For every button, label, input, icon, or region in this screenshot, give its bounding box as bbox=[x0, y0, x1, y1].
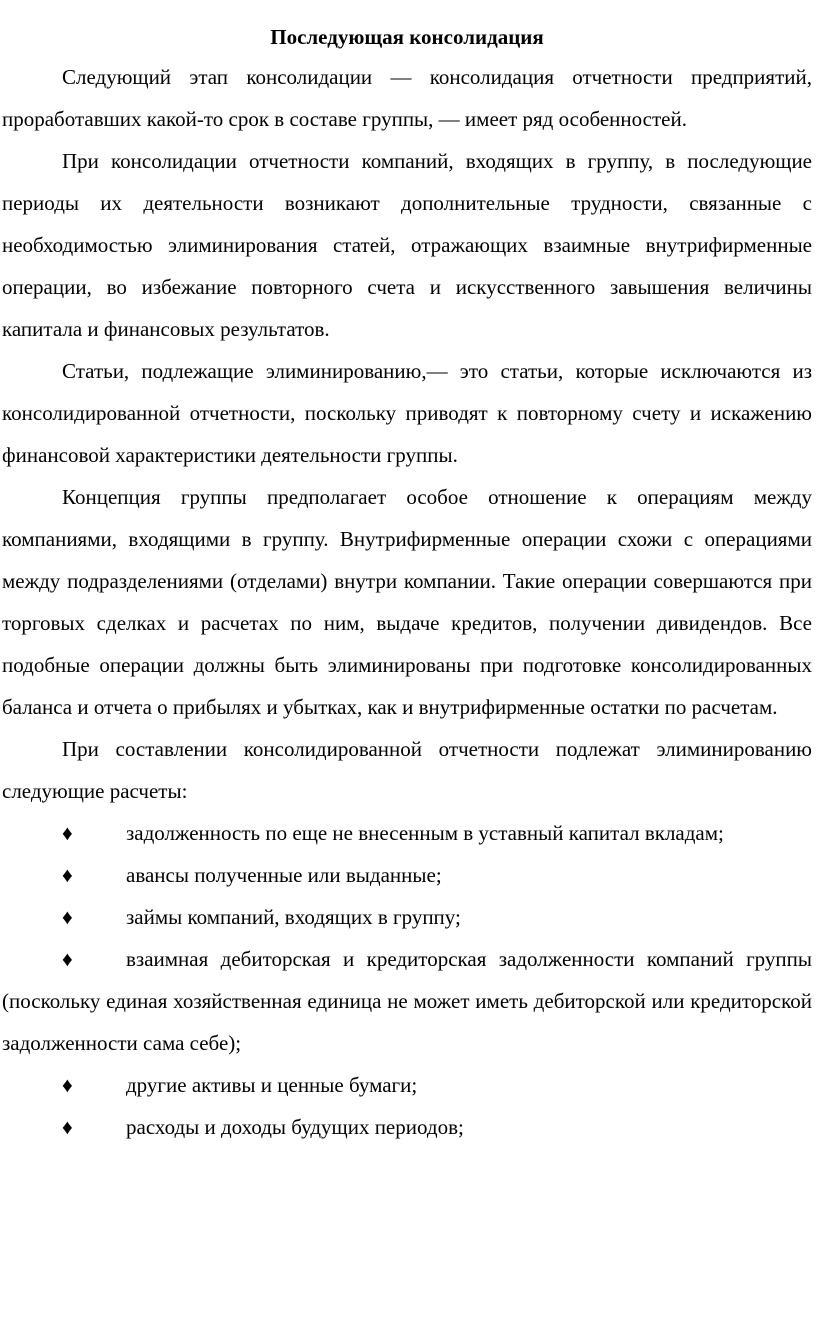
list-item bbox=[2, 938, 812, 1064]
diamond-bullet-icon: ♦ bbox=[62, 947, 73, 971]
paragraph-3: Статьи, подлежащие элиминированию,— это статьи, которые исключаются из консолидированной отчетности, поскольку приводят к повторному счету и искажению финансовой характеристики деятельности группы. bbox=[2, 359, 812, 467]
paragraph-4: Концепция группы предполагает особое отношение к операциям между компаниями, входящими в группу. Внутрифирменные операции схожи с операциями между подразделениями (отделами) внутри компании. Такие операции совершаются при торговых сделках и расчетах по ним, выдаче кредитов, получении дивидендов. Все подобные операции должны быть элиминированы при подготовке консолидированных баланса и отчета о прибылях и убытках, как и внутрифирменные остатки по расчетам. bbox=[2, 485, 812, 719]
list-item-text: задолженность по еще не внесенным в уставный капитал вкладам; bbox=[126, 821, 724, 845]
diamond-bullet-icon: ♦ bbox=[62, 1115, 73, 1139]
list-item bbox=[2, 1106, 812, 1148]
list-item-text: авансы полученные или выданные; bbox=[126, 863, 442, 887]
diamond-bullet-icon: ♦ bbox=[62, 1073, 73, 1097]
list-item bbox=[2, 812, 812, 854]
list-item bbox=[2, 1064, 812, 1106]
diamond-bullet-icon: ♦ bbox=[62, 821, 73, 845]
list-item-text: расходы и доходы будущих периодов; bbox=[126, 1115, 464, 1139]
diamond-bullet-icon: ♦ bbox=[62, 863, 73, 887]
diamond-bullet-icon: ♦ bbox=[62, 905, 73, 929]
list-item-text: взаимная дебиторская и кредиторская задолженности компаний группы (поскольку единая хозяйственная единица не может иметь дебиторской или кредиторской задолженности сама себе); bbox=[2, 947, 812, 1055]
list-item-text: займы компаний, входящих в группу; bbox=[126, 905, 461, 929]
paragraph-1: Следующий этап консолидации — консолидация отчетности предприятий, проработавших какой-то срок в составе группы, — имеет ряд особенностей. bbox=[2, 65, 812, 131]
document-title: Последующая консолидация bbox=[270, 25, 544, 49]
list-item bbox=[2, 896, 812, 938]
paragraph-2: При консолидации отчетности компаний, входящих в группу, в последующие периоды их деятельности возникают дополнительные трудности, связанные с необходимостью элиминирования статей, отражающих взаимные внутрифирменные операции, во избежание повторного счета и искусственного завышения величины капитала и финансовых результатов. bbox=[2, 149, 812, 341]
list-item bbox=[2, 854, 812, 896]
list-item-text: другие активы и ценные бумаги; bbox=[126, 1073, 418, 1097]
paragraph-5: При составлении консолидированной отчетности подлежат элиминированию следующие расчеты: bbox=[2, 737, 812, 803]
document-page bbox=[0, 18, 816, 1148]
